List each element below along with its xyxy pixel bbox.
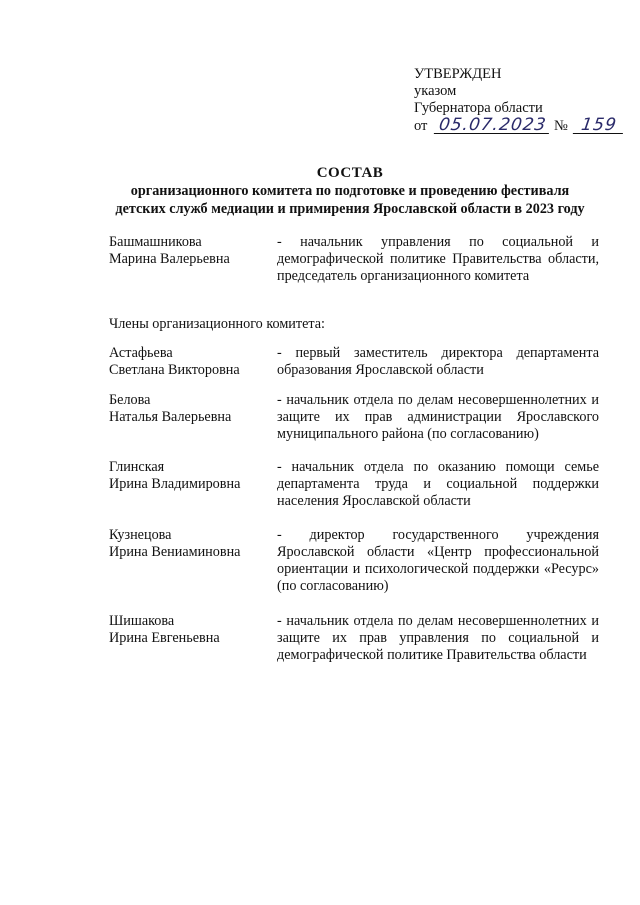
document-subtitle-line-1: организационного комитета по подготовке и проведению фестиваля bbox=[130, 183, 570, 199]
chair-description: - начальник управления по социальной и демографической политике Правительства области, председатель организационного комитета bbox=[277, 234, 599, 284]
approval-from-label: от bbox=[414, 118, 428, 134]
member-surname: Глинская bbox=[109, 459, 165, 475]
member-name bbox=[109, 527, 274, 561]
member-surname: Астафьева bbox=[109, 345, 173, 361]
member-given-name: Ирина Евгеньевна bbox=[109, 630, 220, 646]
member-given-name: Ирина Вениаминовна bbox=[109, 544, 241, 560]
chair-surname: Башмашникова bbox=[109, 234, 202, 250]
approval-block bbox=[414, 66, 624, 135]
approval-governor: Губернатора области bbox=[414, 100, 543, 116]
member-name bbox=[109, 345, 274, 379]
document-subtitle bbox=[60, 182, 640, 218]
member-description: - первый заместитель директора департамента образования Ярославской области bbox=[277, 345, 599, 378]
approval-date-number-line bbox=[414, 117, 624, 135]
approval-date-handwritten: 05.07.2023 bbox=[434, 117, 552, 134]
member-name bbox=[109, 459, 274, 493]
approval-number-handwritten: 159 bbox=[573, 117, 625, 134]
member-given-name: Ирина Владимировна bbox=[109, 476, 241, 492]
member-description: - начальник отдела по оказанию помощи семье департамента труда и социальной поддержки населения Ярославской области bbox=[277, 459, 599, 509]
approval-number-label: № bbox=[554, 118, 568, 134]
member-description: - начальник отдела по делам несовершеннолетних и защите их прав управления по социальной и демографической политике Правительства области bbox=[277, 613, 599, 663]
document-title: СОСТАВ bbox=[316, 165, 384, 181]
member-name bbox=[109, 392, 274, 426]
member-surname: Кузнецова bbox=[109, 527, 172, 543]
member-given-name: Наталья Валерьевна bbox=[109, 409, 232, 425]
approval-approved: УТВЕРЖДЕН bbox=[414, 66, 502, 82]
member-name bbox=[109, 613, 274, 647]
member-description: - директор государственного учреждения Ярославской области «Центр профессиональной ориентации и психологической поддержки «Ресурс» (по согласованию) bbox=[277, 527, 599, 594]
chair-given-name: Марина Валерьевна bbox=[109, 251, 230, 267]
document-subtitle-line-2: детских служб медиации и примирения Ярославской области в 2023 году bbox=[115, 201, 585, 217]
member-surname: Белова bbox=[109, 392, 151, 408]
members-label: Члены организационного комитета: bbox=[109, 316, 325, 332]
approval-decree: указом bbox=[414, 83, 457, 99]
member-surname: Шишакова bbox=[109, 613, 175, 629]
member-description: - начальник отдела по делам несовершеннолетних и защите их прав администрации Ярославского муниципального района (по согласованию) bbox=[277, 392, 599, 442]
chair-name bbox=[109, 234, 274, 268]
member-given-name: Светлана Викторовна bbox=[109, 362, 240, 378]
